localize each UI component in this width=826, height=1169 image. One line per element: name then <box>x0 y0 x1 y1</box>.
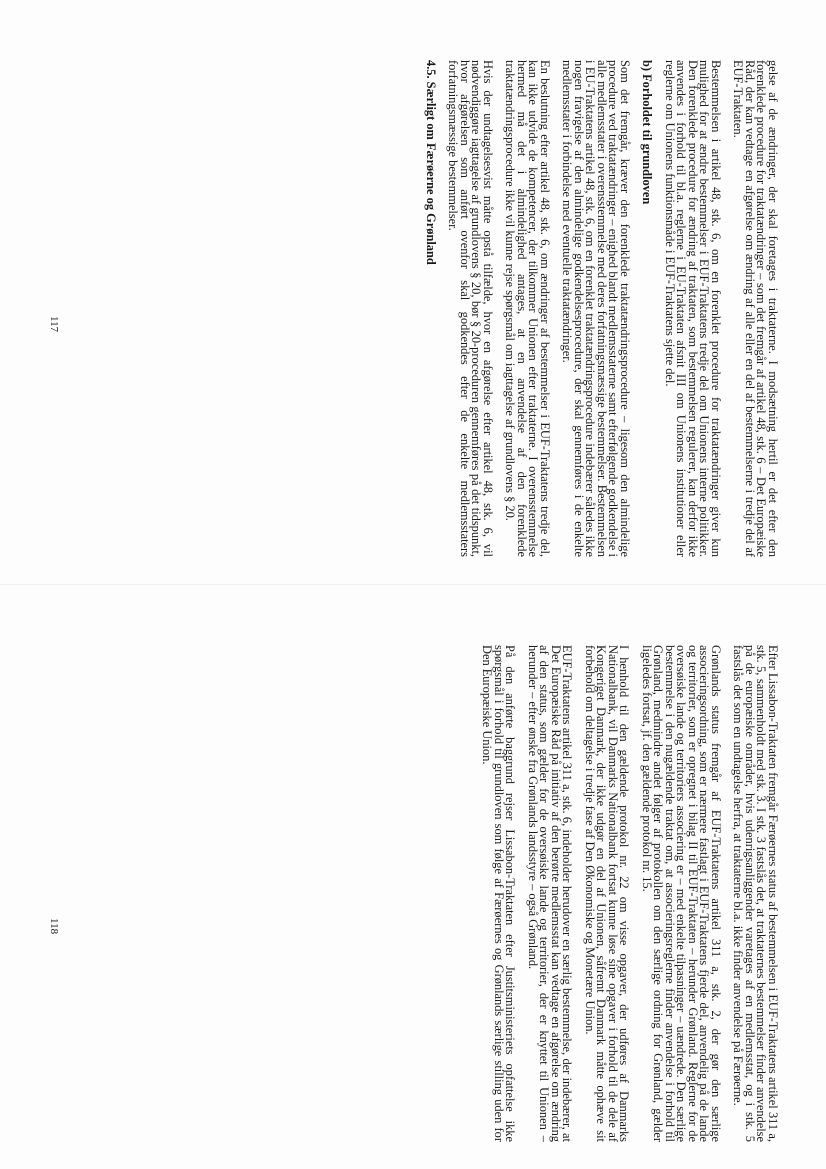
paragraph: Bestemmelsen i artikel 48, stk. 6, om en forenklet procedure for traktatændringer giver kun mulighed for at ændre bestemmelser i EUF-Traktatens tredje del om Unionens interne politikker. Den forenklede procedure for ændring af traktaten, som bestemmelsen regulerer, kan derfor ikke anvendes i forhold til bl.a. reglerne i EU-Traktaten afsnit III om Unionens institutioner eller reglerne om Unionens funktionsmåde i EUF-Traktatens sjette del. <box>663 60 723 557</box>
section-heading: b) Forholdet til grundloven <box>640 60 655 205</box>
paragraph: I henhold til den gældende protokol nr. 22 om visse opgaver, der udføres af Danmarks Nationalbank, vil Danmarks Nationalbank fortsat kunne løse sine opgaver i forhold til de dele af Kongeriget Danmark, der ikke udgør en del af Unionen, såfremt Danmark måtte ophæve sit forbehold om deltagelse i tredje fase af Den Økonomiske og Monetære Union. <box>583 645 632 1142</box>
paragraph: En beslutning efter artikel 48, stk. 6, om ændringer af bestemmelser i EUF-Traktatens tredje del, kan ikke udvide de kompetencer, der tilkommer Unionen efter traktaterne. I overensstemmelse hermed må det i almindelighed antages, at en anvendelse af den forenklede traktatændringsprocedure ikke vil kunne rejse spørgsmål om iagttagelse af grundlovens § 20. <box>503 60 552 557</box>
page-number: 117 <box>48 316 60 333</box>
section-heading: 4.5. Særligt om Færøerne og Grønland <box>424 60 438 265</box>
paragraph: Efter Lissabon-Traktaten fremgår Færøernes status af bestemmelsen i EUF-Traktatens artikel 311 a, stk. 5, sammenholdt med stk. 3. I stk. 3 fastslås det, at traktaternes bestemmelser finder anvendelse på de europæiske områder, hvis udenrigsanliggender varetages af en medlemsstat, og i stk. 5 fastslås det som en undtagelse herfra, at traktaterne bl.a. ikke finder anvendelse på Færøerne. <box>731 645 780 1142</box>
paragraph: Grønlands status fremgår af EUF-Traktatens artikel 311 a, stk. 2, der gør den særlige associeringsordning, som er nærmere fastlagt i EUF-Traktatens fjerde del, anvendelig på de lande og territorier, som er opregnet i bilag II til EUF-Traktaten – herunder Grønland. Reglerne for de oversøiske lande og territoriers associering er – med enkelte tilpasninger – uændrede. Den særlige bestemmelse i den nugældende traktat om, at associeringsreglerne finder anvendelse i forhold til Grønland, medmindre andet følger af protokollen om den særlige ordning for Grønland, gælder ligeledes fortsat, jf. den gældende protokol nr. 15. <box>640 645 723 1142</box>
paragraph: gelse af de ændringer, der skal foretages i traktaterne. I modsætning hertil er det efter den forenklede procedure for traktatændringer – som det fremgår af artikel 48, stk. 6 – Det Europæiske Råd, der kan vedtage en afgørelse om ændring af alle eller en del af bestemmelserne i tredje del af EUF-Traktaten. <box>731 60 780 557</box>
paragraph: På den anførte baggrund rejser Lissabon-Traktaten efter Justitsministeriets opfattelse ikke spørgsmål i forhold til grundloven som følge af Færøernes og Grønlands særlige stilling uden for Den Europæiske Union. <box>480 645 518 1142</box>
page-117-text <box>102 60 778 557</box>
paragraph: EUF-Traktatens artikel 311 a, stk. 6, indeholder herudover en særlig bestemmelse, der indebærer, at Det Europæiske Råd på initiativ af den berørte medlemsstat kan vedtage en afgørelse om ændring af den status, som gælder for de oversøiske lande og territorier, der er knyttet til Unionen – herunder – efter ønske fra Grønlands landsstyre – også Grønland. <box>526 645 575 1142</box>
page-number: 118 <box>48 918 60 935</box>
paragraph: Hvis der undtagelsesvist måtte opstå tilfælde, hvor en afgørelse efter artikel 48, stk. 6, vil nødvendiggøre iagttagelse af grundlovens § 20, bør § 20-proceduren gennemføres på det tidspunkt, hvor afgørelsen som anført ovenfor skal godkendes efter de enkelte medlemsstaters forfatningsmæssige bestemmelser. <box>446 60 495 557</box>
page-118-text <box>428 645 778 1142</box>
paragraph: Som det fremgår, kræver den forenklede traktatændringsprocedure – ligesom den almindelige procedure ved traktatændringer – enighed blandt medlemsstaterne samt efterfølgende godkendelse i alle medlemsstater i overensstemmelse med deres forfatningsmæssige bestemmelser. Bestemmelsen i EU-Traktatens artikel 48, stk. 6, om en forenklet traktatændringsprocedure indebærer således ikke nogen fravigelse af den almindelige godkendelsesprocedure, der skal gennemføres i de enkelte medlemsstater i forbindelse med eventuelle traktatændringer. <box>560 60 632 557</box>
page-divider <box>0 584 826 585</box>
